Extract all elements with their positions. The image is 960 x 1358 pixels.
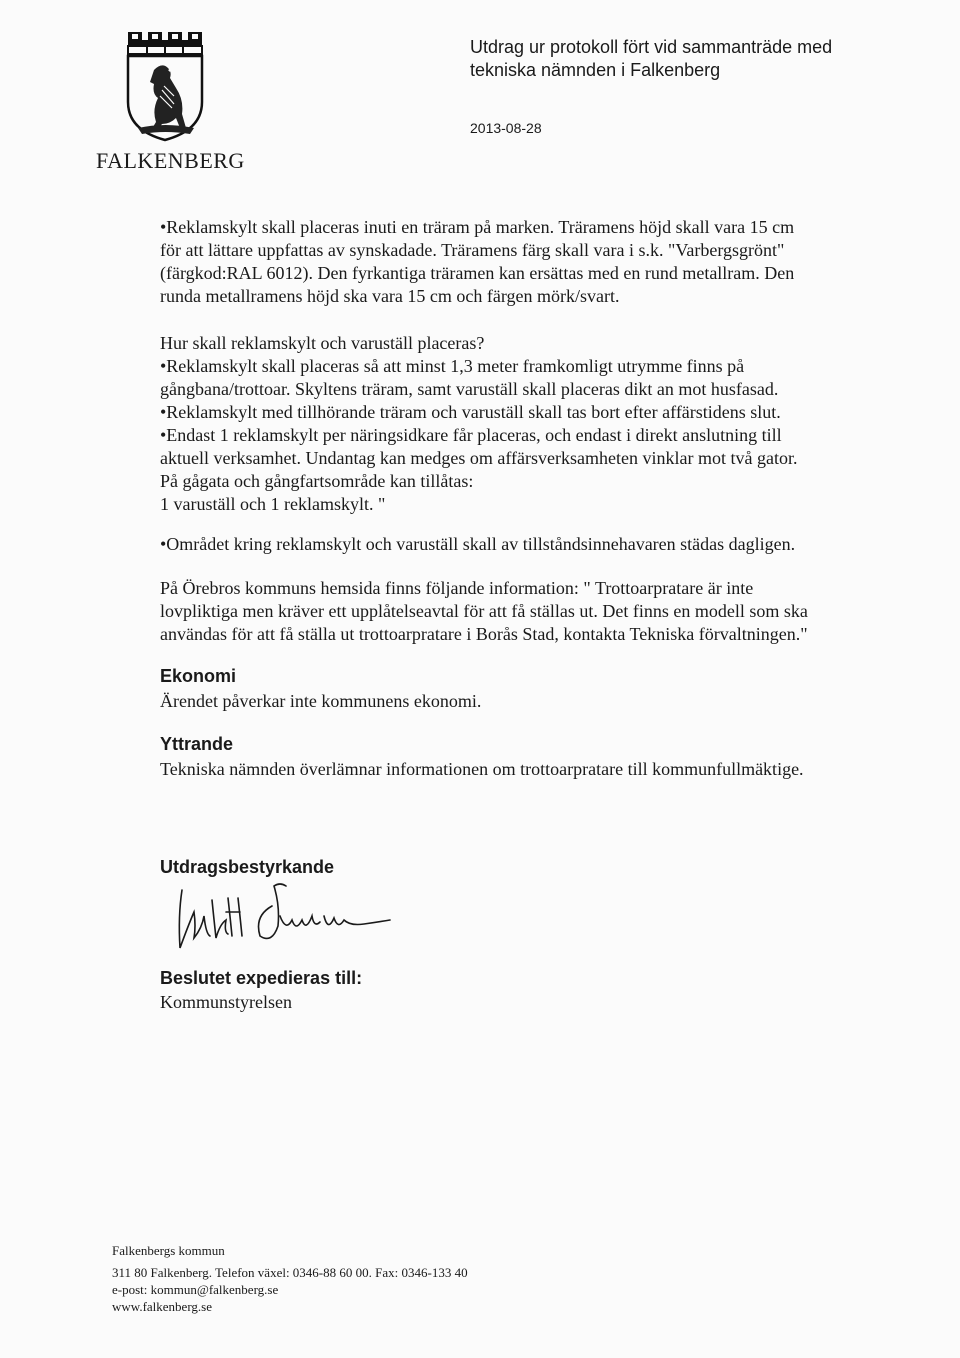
footer-email: e-post: kommun@falkenberg.se	[112, 1282, 279, 1297]
title-line: Utdrag ur protokoll fört vid sammanträde med	[470, 37, 833, 57]
text-line: för att lättare uppfattas av synskadade. Träramens färg skall vara i s.k. "Varbergsgrönt"	[160, 240, 785, 260]
section-text-yttrande	[160, 758, 880, 781]
section-text-ekonomi	[160, 690, 880, 713]
body-paragraph	[160, 533, 880, 556]
text-line: runda metallramens höjd ska vara 15 cm och färgen mörk/svart.	[160, 286, 620, 306]
body-paragraph	[160, 577, 880, 646]
text-line: •Området kring reklamskylt och varuställ skall av tillståndsinnehavaren städas dagligen.	[160, 534, 796, 554]
text-line: •Reklamskylt skall placeras så att minst 1,3 meter framkomligt utrymme finns på	[160, 356, 745, 376]
section-heading-yttrande: Yttrande	[160, 734, 234, 754]
text-line: På gågata och gångfartsområde kan tillåtas:	[160, 471, 474, 491]
text-line: •Endast 1 reklamskylt per näringsidkare får placeras, och endast i direkt anslutning till	[160, 425, 782, 445]
footer-org: Falkenbergs kommun	[112, 1243, 225, 1258]
text-line: gångbana/trottoar. Skyltens träram, samt varuställ skall placeras dikt an mot husfasad.	[160, 379, 779, 399]
section-heading-utdragsbestyrkande: Utdragsbestyrkande	[160, 857, 335, 877]
text-line: (färgkod:RAL 6012). Den fyrkantiga träramen kan ersättas med en rund metallram. Den	[160, 263, 795, 283]
signature	[168, 876, 398, 956]
text-line: Tekniska nämnden överlämnar informationen om trottoarpratare till kommunfullmäktige.	[160, 759, 804, 779]
text-line: Ärendet påverkar inte kommunens ekonomi.	[160, 691, 482, 711]
coat-of-arms-icon	[124, 30, 208, 142]
body-paragraph	[160, 216, 880, 308]
text-line: •Reklamskylt med tillhörande träram och varuställ skall tas bort efter affärstidens slut.	[160, 402, 781, 422]
section-heading-expedieras: Beslutet expedieras till:	[160, 968, 363, 988]
footer-website: www.falkenberg.se	[112, 1299, 212, 1314]
text-line: 1 varuställ och 1 reklamskylt. "	[160, 494, 386, 514]
document-title	[470, 36, 910, 82]
text-line: •Reklamskylt skall placeras inuti en träram på marken. Träramens höjd skall vara 15 cm	[160, 217, 795, 237]
footer-address: 311 80 Falkenberg. Telefon växel: 0346-88 60 00. Fax: 0346-133 40	[112, 1265, 468, 1280]
section-text-expedieras	[160, 991, 880, 1014]
section-heading-ekonomi: Ekonomi	[160, 666, 237, 686]
text-line: Hur skall reklamskylt och varuställ placeras?	[160, 333, 485, 353]
title-line: tekniska nämnden i Falkenberg	[470, 60, 721, 80]
body-paragraph	[160, 332, 880, 516]
document-date: 2013-08-28	[470, 120, 542, 136]
text-line: lovpliktiga men kräver ett upplåtelseavtal för att få ställas ut. Det finns en modell som ska	[160, 601, 808, 621]
text-line: På Örebros kommuns hemsida finns följande information: " Trottoarpratare är inte	[160, 578, 754, 598]
org-name: FALKENBERG	[96, 148, 245, 173]
text-line: aktuell verksamhet. Undantag kan medges om affärsverksamheten vinklar mot två gator.	[160, 448, 798, 468]
text-line: användas för att få ställa ut trottoarpratare i Borås Stad, kontakta Tekniska förvaltningen."	[160, 624, 808, 644]
footer	[112, 1242, 468, 1315]
recipient: Kommunstyrelsen	[160, 992, 292, 1012]
